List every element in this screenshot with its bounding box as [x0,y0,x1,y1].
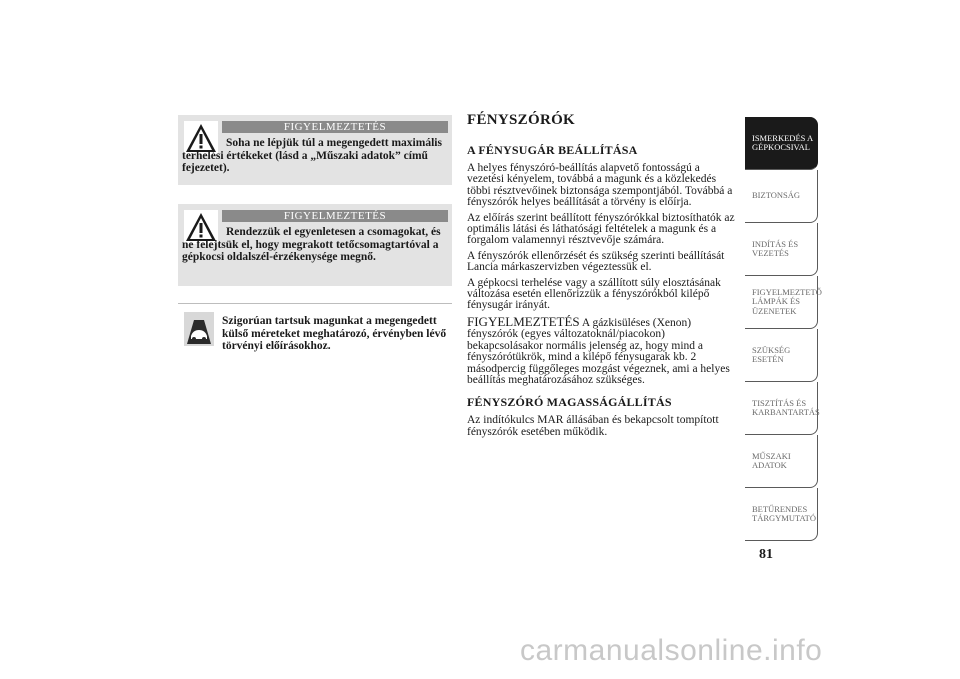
chapter-tabs [745,117,822,541]
main-content [467,112,739,442]
xenon-text: A gázkisüléses (Xenon) fényszórók (egyes változatoknál/piacokon) bekapcsolásakor normális jelenség az, hogy mind a fényszórótükrök, mind a kilépő fénysugarak kb. 2 másodpercig függőleges mozgást végeznek, ami a helyes beállítás meghatározásához szükséges. [467,316,730,386]
tab-starting-driving[interactable] [745,223,818,276]
paragraph: A fényszórók ellenőrzését és szükség szerinti beállítását Lancia márkaszervizben végeztessük el. [467,249,725,274]
paragraph: A gépkocsi terhelése vagy a szállított súly elosztásának változása esetén ellenőrizzük a fényszórókból kilépő fénysugár irányát. [467,276,721,312]
tab-label: TISZTÍTÁS ÉS KARBANTARTÁS [752,397,820,417]
tab-warning-lights[interactable] [745,276,822,329]
tab-label: SZÜKSÉG ESETÉN [752,344,791,364]
tab-label: INDÍTÁS ÉS VEZETÉS [752,238,799,258]
xenon-paragraph [467,313,739,386]
xenon-lead: FIGYELMEZTETÉS [467,313,580,329]
warning-text: Soha ne lépjük túl a megengedett maximális terhelési értékeket (lásd a „Műszaki adatok” című fejezetet). [182,137,442,174]
tab-label: ISMERKEDÉS A GÉPKOCSIVAL [752,132,813,152]
tab-label: BIZTONSÁG [752,190,801,201]
tab-safety[interactable] [745,170,818,223]
warning-box-1 [178,115,452,185]
tab-label: FIGYELMEZTETŐ LÁMPÁK ÉS ÜZENETEK [752,286,822,316]
note-box [178,303,452,352]
warning-box-2 [178,204,452,286]
tab-maintenance[interactable] [745,382,818,435]
warning-title: FIGYELMEZTETÉS [222,210,448,222]
tab-technical-data[interactable] [745,435,818,488]
tab-label: BETŰRENDES TÁRGYMUTATÓ [752,503,817,523]
tab-emergency[interactable] [745,329,818,382]
watermark: carmanualsonline.info [520,634,823,667]
paragraph: Az előírás szerint beállított fényszórókkal biztosíthatók az optimális látási és láthatósági feltételek a magunk és a forgalom valamennyi résztvevője számára. [467,211,735,247]
warning-text: Rendezzük el egyenletesen a csomagokat, és ne felejtsük el, hogy megrakott tetőcsomagtartóval a gépkocsi oldalszél-érzékenysége megnő. [182,226,441,263]
tab-label: MŰSZAKI ADATOK [752,450,791,470]
warning-title: FIGYELMEZTETÉS [222,121,448,133]
section-title-height-adjust: FÉNYSZÓRÓ MAGASSÁGÁLLÍTÁS [467,395,672,410]
note-text: Szigorúan tartsuk magunkat a megengedett külső méreteket meghatározó, érvényben lévő törvényi előírásokhoz. [222,315,447,352]
section-title-beam-adjust: A FÉNYSUGÁR BEÁLLÍTÁSA [467,143,638,157]
car-road-icon [184,312,214,346]
tab-index[interactable] [745,488,818,541]
paragraph: A helyes fényszóró-beállítás alapvető fontosságú a vezetési kényelem, továbbá a magunk és a közlekedés többi résztvevőinek biztonsága szempontjából. Továbbá a fényszórók helyes beállítását a törvény is előírja. [467,162,733,209]
tab-getting-to-know[interactable] [745,117,818,170]
paragraph: Az indítókulcs MAR állásában és bekapcsolt tompított fényszórók esetében működik. [467,414,719,438]
page-number: 81 [759,547,773,562]
page-title: FÉNYSZÓRÓK [467,112,576,128]
